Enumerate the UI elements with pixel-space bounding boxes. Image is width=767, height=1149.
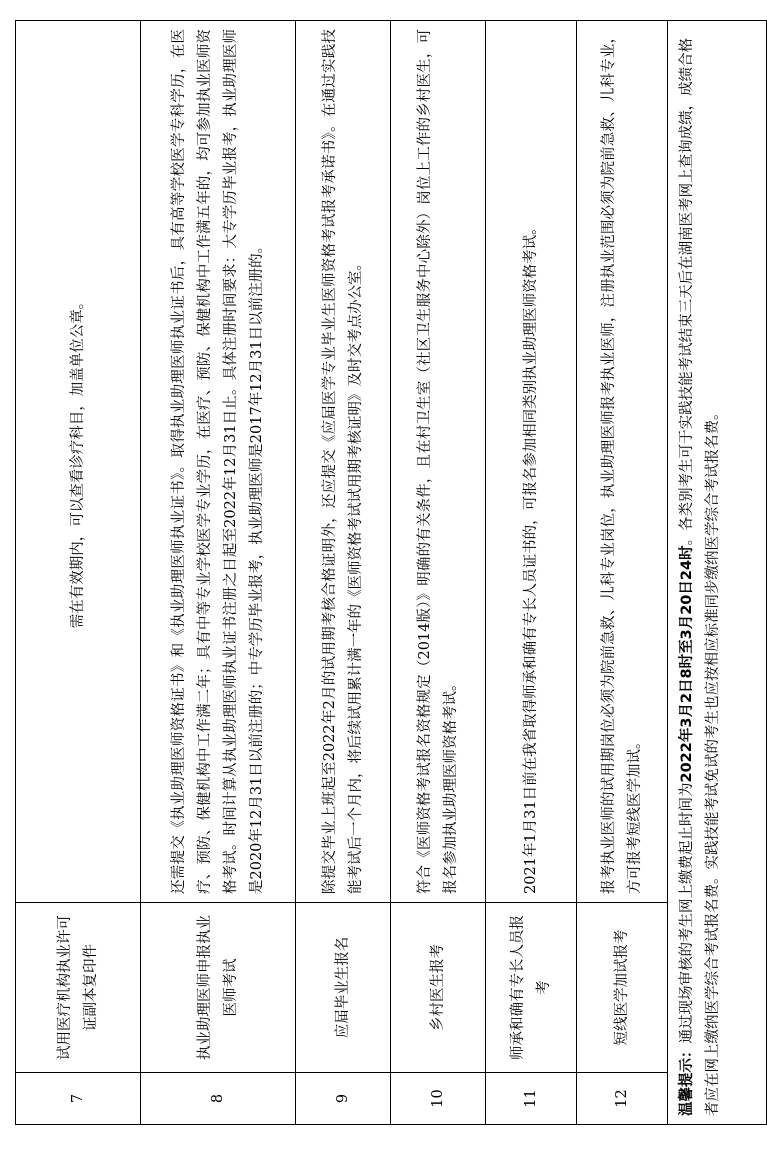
- tip-payment-period: 2022年3月2日8时至3月20日24时: [679, 545, 695, 783]
- row-number: 11: [486, 1073, 577, 1125]
- row-requirement: 还需提交《执业助理医师资格证书》和《执业助理医师执业证书》。取得执业助理医师执业证书后，具有高等学校医学专科学历，在医疗、预防、保健机构中工作满二年；具有中等专业学校医学专业学历，在医疗、预防、保健机构中工作满五年的，均可参加执业医师资格考试。时间计算从执业助理医师执业证书注册之日起至2022年12月31日止。具体注册时间要求：大专学历毕业报考，执业助理医师是2020年12月31日以前注册的；中专学历毕业报考，执业助理医师是2017年12月31日以前注册的。: [141, 21, 296, 903]
- row-requirement: 符合《医师资格考试报名资格规定（2014版）》明确的有关条件，且在村卫生室（社区卫生服务中心除外）岗位上工作的乡村医生，可报名参加执业助理医师资格考试。: [391, 21, 486, 903]
- tip-label: 温馨提示：: [678, 1043, 695, 1116]
- row-number: 9: [296, 1073, 391, 1125]
- tip-cell: [668, 21, 767, 1125]
- row-category: 试用医疗机构执业许可证副本复印件: [16, 903, 141, 1073]
- row-requirement: 需在有效期内，可以查看诊疗科目，加盖单位公章。: [16, 21, 141, 903]
- row-number: 12: [577, 1073, 668, 1125]
- table-row: [296, 21, 391, 1125]
- row-category: 师承和确有专长人员报考: [486, 903, 577, 1073]
- row-number: 10: [391, 1073, 486, 1125]
- row-category: 短线医学加试报考: [577, 903, 668, 1073]
- row-number: 7: [16, 1073, 141, 1125]
- requirements-table: [15, 20, 767, 1125]
- tip-text-part1: 通过现场审核的考生网上缴费起止时间为: [679, 782, 695, 1044]
- table-row: [16, 21, 141, 1125]
- table-row: [391, 21, 486, 1125]
- row-requirement: 除提交毕业上班起至2022年2月的试用期考核合格证明外，还应提交《应届医学专业毕业生医师资格考试报考承诺书》。在通过实践技能考试后一个月内，将后续试用累计满一年的《医师资格考试试用期考核证明》及时交考点办公室。: [296, 21, 391, 903]
- row-category: 乡村医生报考: [391, 903, 486, 1073]
- tip-text-part2: 。各类别考生可于实践技能考试结束三天后在湖南医考网上查询成绩，成绩合格者应在网上缴纳医学综合考试报名费。实践技能考试免试的考生也应按相应标准同步缴纳医学综合考试报名费。: [679, 37, 721, 1116]
- table-row: [577, 21, 668, 1125]
- row-number: 8: [141, 1073, 296, 1125]
- row-category: 应届毕业生报名: [296, 903, 391, 1073]
- row-requirement: 报考执业医师的试用期岗位必须为院前急救、儿科专业岗位，执业助理医师报考执业医师，注册执业范围必须为院前急救、儿科专业，方可报考短线医学加试。: [577, 21, 668, 903]
- table-row: [486, 21, 577, 1125]
- row-category: 执业助理医师申报执业医师考试: [141, 903, 296, 1073]
- tip-row: [668, 21, 767, 1125]
- row-requirement: 2021年1月31日前在我省取得师承和确有专长人员证书的，可报名参加相同类别执业助理医师资格考试。: [486, 21, 577, 903]
- table-row: [141, 21, 296, 1125]
